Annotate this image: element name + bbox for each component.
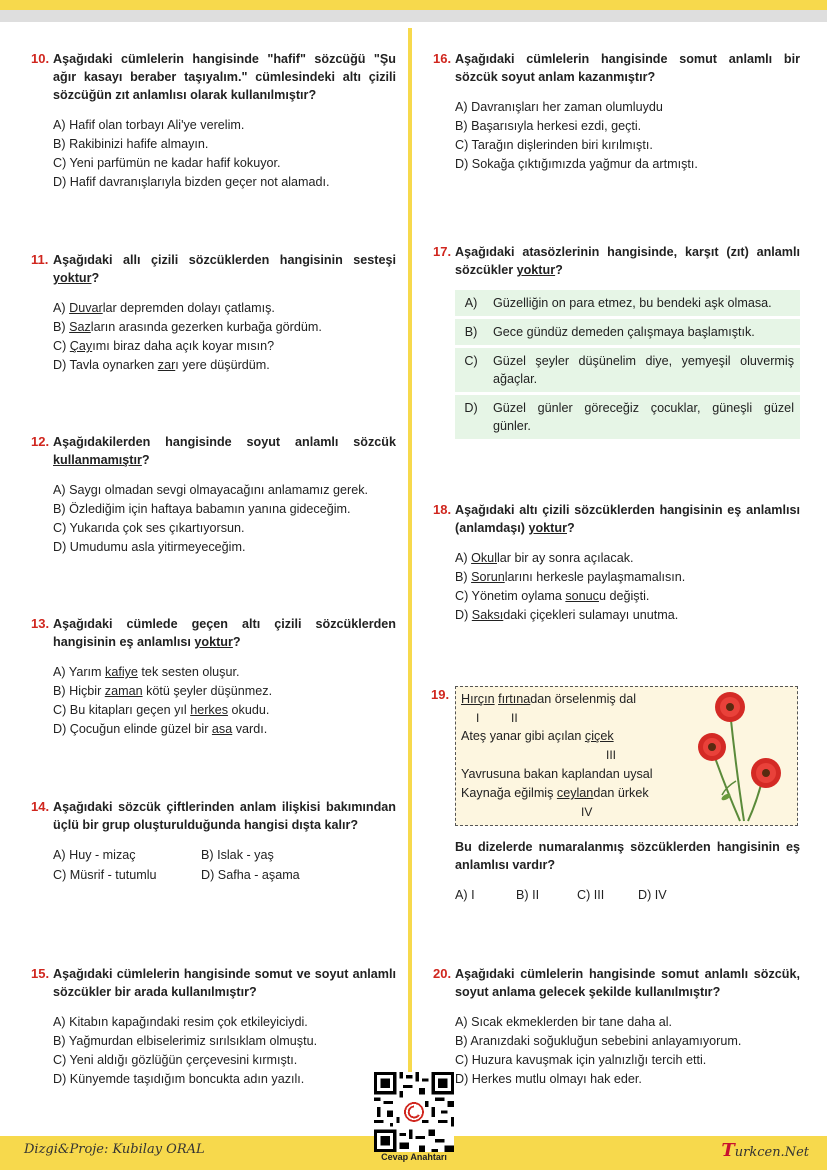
question-number: 12. [31,434,50,449]
question-number: 20. [433,966,452,981]
question-stem: Aşağıdaki sözcük çiftlerinden anlam ilişkisi bakımından üçlü bir grup oluşturulduğunda hangisi dışta kalır? [53,800,396,832]
option-d[interactable]: D) Hafif davranışlarıyla bizden geçer not alamadı. [53,175,330,189]
option-a[interactable]: A) Yarım kafiye tek sesten oluşur. [53,665,240,679]
question-number: 17. [433,244,452,259]
option-a[interactable]: A) Okullar bir ay sonra açılacak. [455,551,634,565]
question-number: 15. [31,966,50,981]
poem-line-2: Ateş yanar gibi açılan çiçek [461,729,614,743]
option-a[interactable]: A) Davranışları her zaman olumluydu [455,100,663,114]
option-b[interactable]: B) II [516,888,540,902]
question-13 [31,615,396,739]
option-a[interactable]: A) I [455,888,475,902]
question-stem: Aşağıdakilerden hangisinde soyut anlamlı sözcük kullanmamıştır? [53,435,396,467]
option-c[interactable]: C) Huzura kavuşmak için yalnızlığı tercih etti. [455,1053,707,1067]
option-c[interactable]: C) III [577,888,605,902]
option-a[interactable]: A) Duvarlar depremden dolayı çatlamış. [53,301,275,315]
option-c[interactable]: C) Yeni parfümün ne kadar hafif kokuyor. [53,156,281,170]
option-b[interactable]: B) Yağmurdan elbiselerimiz sırılsıklam olmuştu. [53,1034,318,1048]
option-a[interactable]: A) Güzelliğin on para etmez, bu bendeki aşk olmasa. [455,290,800,316]
option-c[interactable]: C) Bu kitapları geçen yıl herkes okudu. [53,703,270,717]
roman-numeral: IV [581,805,593,819]
options-table [455,287,800,442]
question-11 [31,251,396,375]
question-stem: Aşağıdaki altı çizili sözcüklerden hangisinin eş anlamlısı (anlamdaşı) yoktur? [455,503,800,535]
option-d[interactable]: D) Sokağa çıktığımızda yağmur da artmıştı. [455,157,698,171]
option-d[interactable]: D) Tavla oynarken zarı yere düşürdüm. [53,358,270,372]
option-a[interactable]: A) Sıcak ekmeklerden bir tane daha al. [455,1015,673,1029]
question-number: 13. [31,616,50,631]
question-stem: Aşağıdaki atasözlerinin hangisinde, karşıt (zıt) anlamlı sözcükler yoktur? [455,245,800,277]
question-10 [31,50,396,192]
top-banner [0,0,827,10]
option-b[interactable]: B) Aranızdaki soğukluğun sebebini anlayamıyorum. [455,1034,742,1048]
qr-code-icon[interactable] [374,1072,454,1152]
option-b[interactable]: B) Rakibinizi hafife almayın. [53,137,209,151]
option-d[interactable]: D) Güzel günler göreceğiz çocuklar, güneşli güzel günler. [455,395,800,439]
question-stem: Aşağıdaki cümlelerin hangisinde somut ve soyut anlamlı sözcükler bir arada kullanılmıştır? [53,967,396,999]
question-number: 19. [431,687,450,702]
option-b[interactable]: B) Gece gündüz demeden çalışmaya başlamıştık. [455,319,800,345]
question-stem: Aşağıdaki cümlelerin hangisinde somut anlamlı bir sözcük soyut anlam kazanmıştır? [455,52,800,84]
option-a[interactable]: A) Saygı olmadan sevgi olmayacağını anlamamız gerek. [53,483,368,497]
option-d[interactable]: D) Umudumu asla yitirmeyeceğim. [53,540,246,554]
flower-1 [715,692,745,722]
roman-numeral: I [476,711,480,725]
option-a[interactable]: A) Huy - mizaç [53,848,136,862]
flower-3 [751,758,781,788]
question-17 [433,243,800,442]
poem-line-4: Kaynağa eğilmiş ceylandan ürkek [461,786,649,800]
question-12 [31,433,396,557]
option-c[interactable]: C) Müsrif - tutumlu [53,868,157,882]
question-stem: Aşağıdaki cümlelerin hangisinde "hafif" sözcüğü "Şu ağır kasayı beraber taşıyalım." cümlesindeki altı çizili sözcüğün zıt anlamlısı olarak kullanılmıştır? [53,52,396,102]
question-stem: Aşağıdaki cümlede geçen altı çizili sözcüklerden hangisinin eş anlamlısı yoktur? [53,617,396,649]
option-d[interactable]: D) Saksıdaki çiçekleri sulamayı unutma. [455,608,679,622]
roman-numeral: III [606,748,617,762]
question-number: 11. [31,252,49,267]
question-20 [433,965,800,1089]
question-14 [31,798,396,885]
option-d[interactable]: D) IV [638,888,667,902]
poem-line-3: Yavrusuna bakan kaplandan uysal [461,767,653,781]
question-stem: Aşağıdaki allı çizili sözcüklerden hangisinin sesteşi yoktur? [53,253,396,285]
option-c[interactable]: C) Tarağın dişlerinden biri kırılmıştı. [455,138,653,152]
question-16 [433,50,800,174]
question-number: 14. [31,799,50,814]
footer-credit: Dizgi&Proje: Kubilay ORAL [24,1142,205,1157]
option-b[interactable]: B) Sazların arasında gezerken kurbağa gördüm. [53,320,322,334]
option-b[interactable]: B) Hiçbir zaman kötü şeyler düşünmez. [53,684,273,698]
option-a[interactable]: A) Hafif olan torbayı Ali'ye verelim. [53,118,245,132]
roman-numeral: II [511,711,518,725]
flowers-illustration [696,689,796,823]
option-d[interactable]: D) Safha - aşama [201,868,300,882]
option-d[interactable]: D) Herkes mutlu olmayı hak eder. [455,1072,642,1086]
option-d[interactable]: D) Künyemde taşıdığım boncukta adın yazılı. [53,1072,305,1086]
poem-line-1: Hırçın fırtınadan örselenmiş dal [461,692,637,706]
question-stem: Bu dizelerde numaralanmış sözcüklerden hangisinin eş anlamlısı vardır? [455,840,800,872]
option-c[interactable]: C) Yönetim oylama sonucu değişti. [455,589,650,603]
question-number: 18. [433,502,452,517]
column-divider [408,28,412,1130]
option-c[interactable]: C) Güzel şeyler düşünelim diye, yemyeşil oluvermiş ağaçlar. [455,348,800,392]
options-row [455,886,800,905]
options-grid [53,846,396,885]
option-c[interactable]: C) Yeni aldığı gözlüğün çerçevesini kırmıştı. [53,1053,298,1067]
poem-box [455,686,798,826]
question-15 [31,965,396,1089]
option-b[interactable]: B) Başarısıyla herkesi ezdi, geçti. [455,119,642,133]
option-c[interactable]: C) Yukarıda çok ses çıkartıyorsun. [53,521,245,535]
option-d[interactable]: D) Çocuğun elinde güzel bir asa vardı. [53,722,268,736]
question-number: 16. [433,51,452,66]
option-b[interactable]: B) Özlediğim için haftaya babamın yanına gideceğim. [53,502,351,516]
question-number: 10. [31,51,50,66]
qr-label: Cevap Anahtarı [381,1152,447,1162]
option-b[interactable]: B) Sorunlarını herkesle paylaşmamalısın. [455,570,686,584]
option-a[interactable]: A) Kitabın kapağındaki resim çok etkileyiciydi. [53,1015,308,1029]
question-19 [455,838,800,905]
flower-2 [698,733,726,761]
option-b[interactable]: B) Islak - yaş [201,848,274,862]
top-gray-strip [0,10,827,22]
option-c[interactable]: C) Çayımı biraz daha açık koyar mısın? [53,339,275,353]
question-stem: Aşağıdaki cümlelerin hangisinde somut anlamlı sözcük, soyut anlama gelecek şekilde kullanılmıştır? [455,967,800,999]
question-18 [433,501,800,625]
brand-logo[interactable]: Turkcen.Net [721,1140,809,1161]
